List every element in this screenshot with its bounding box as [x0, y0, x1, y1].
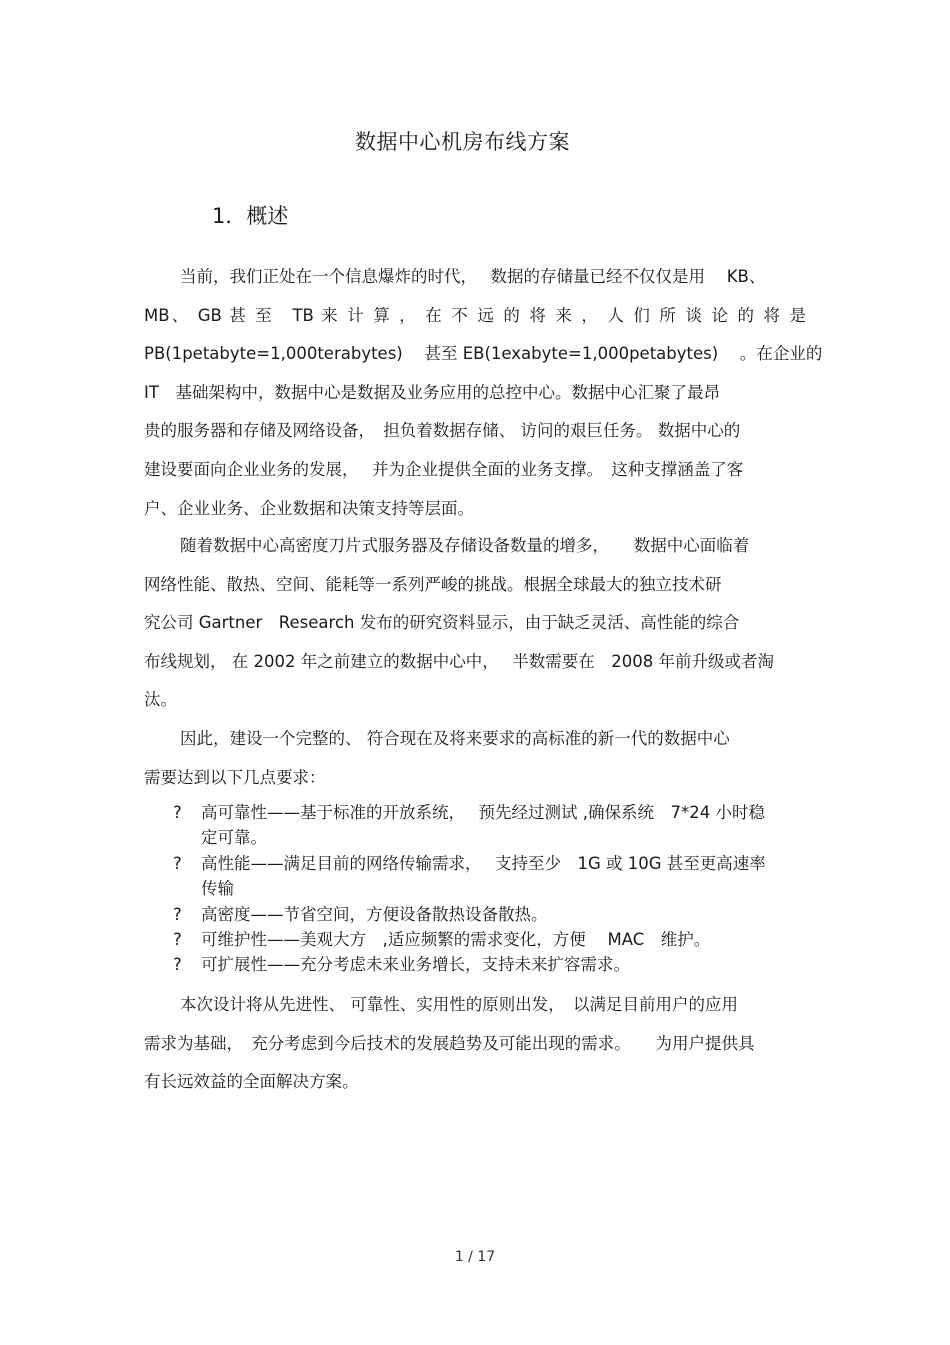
text-line: 贵的服务器和存储及网络设备， 担负着数据存储、 访问的艰巨任务。 数据中心的 [144, 421, 741, 441]
text-line: 网络性能、散热、空间、能耗等一系列严峻的挑战。根据全球最大的独立技术研 [144, 574, 722, 594]
bullet-marker: ? [173, 905, 182, 924]
bullet-marker: ? [173, 854, 182, 873]
section-heading: 1．概述 [212, 204, 289, 228]
list-item [170, 902, 810, 927]
text-line: 当前，我们正处在一个信息爆炸的时代， 数据的存储量已经不仅仅是用 KB、 [180, 267, 766, 286]
list-item [170, 952, 810, 977]
text-line: 户、企业业务、企业数据和决策支持等层面。 [144, 498, 474, 518]
paragraph-design-principles [144, 986, 806, 1102]
text-line: 高密度——节省空间，方便设备散热设备散热。 [201, 905, 548, 924]
text-line: 有长远效益的全面解决方案。 [144, 1072, 359, 1092]
list-item [170, 927, 810, 952]
text-line: 高可靠性——基于标准的开放系统， 预先经过测试 ,确保系统 7*24 小时稳 [201, 803, 765, 822]
paragraph-requirements-intro [144, 720, 806, 797]
text-line: 汰。 [144, 690, 177, 710]
list-item [170, 851, 810, 901]
text-line: 究公司 Gartner Research 发布的研究资料显示，由于缺乏灵活、高性能的综合 [144, 613, 740, 633]
text-line: 可扩展性——充分考虑未来业务增长，支持未来扩容需求。 [201, 955, 630, 974]
text-line: 可维护性——美观大方 ,适应频繁的需求变化，方便 MAC 维护。 [201, 930, 711, 949]
paragraph-challenges [144, 527, 806, 720]
text-line: 布线规划， 在 2002 年之前建立的数据中心中， 半数需要在 2008 年前升级或者淘 [144, 651, 774, 671]
list-item [170, 800, 810, 850]
text-line: 需求为基础， 充分考虑到今后技术的发展趋势及可能出现的需求。 为用户提供具 [144, 1033, 755, 1053]
text-line: 需要达到以下几点要求： [144, 767, 326, 787]
text-line: 传输 [201, 879, 234, 898]
text-line: 随着数据中心高密度刀片式服务器及存储设备数量的增多， 数据中心面临着 [180, 536, 750, 555]
text-line: 因此，建设一个完整的、 符合现在及将来要求的高标准的新一代的数据中心 [180, 729, 730, 748]
bullet-marker: ? [173, 930, 182, 949]
text-line: 本次设计将从先进性、 可靠性、实用性的原则出发， 以满足目前用户的应用 [180, 995, 738, 1014]
bullet-marker: ? [173, 803, 182, 822]
page-number: 1 / 17 [454, 1249, 496, 1265]
text-line: 高性能——满足目前的网络传输需求， 支持至少 1G 或 10G 甚至更高速率 [201, 854, 766, 873]
text-line: IT 基础架构中，数据中心是数据及业务应用的总控中心。数据中心汇聚了最昂 [144, 382, 720, 402]
text-line: 建设要面向企业业务的发展， 并为企业提供全面的业务支撑。 这种支撑涵盖了客 [144, 459, 744, 479]
text-line: PB(1petabyte=1,000terabytes) 甚至 EB(1exabyte=1,000petabytes) 。在企业的 [144, 344, 823, 364]
page-title: 数据中心机房布线方案 [355, 130, 570, 154]
bullet-marker: ? [173, 955, 182, 974]
requirements-list [170, 800, 810, 977]
text-line: MB、 GB 甚 至 TB 来 计 算 ， 在 不 远 的 将 来 ， 人 们 所 谈 论 的 将 是 [144, 305, 806, 325]
paragraph-intro [144, 258, 823, 528]
text-line: 定可靠。 [201, 828, 267, 847]
